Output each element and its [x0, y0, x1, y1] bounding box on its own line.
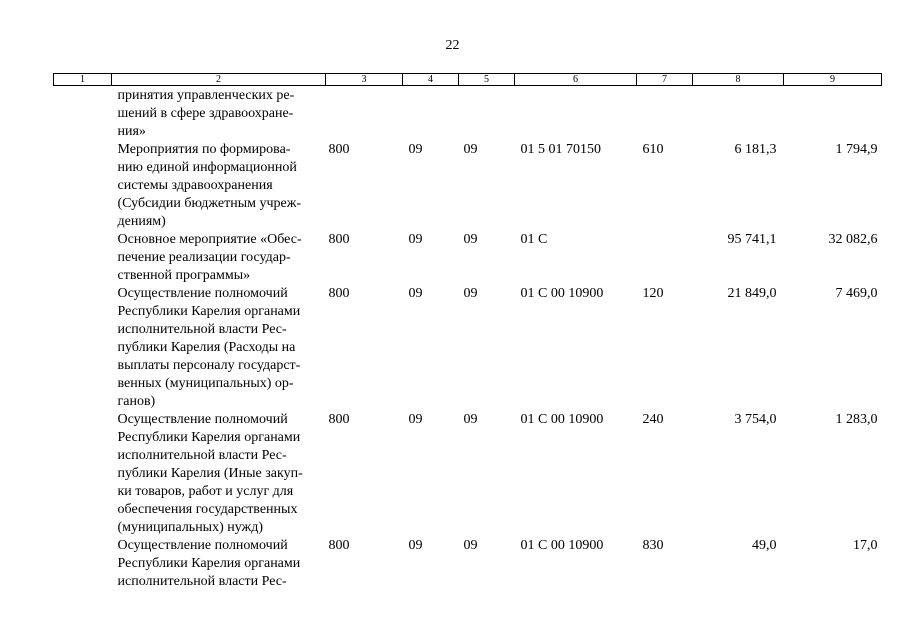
- column-number-header-row: [54, 74, 882, 86]
- subsection-code-cell: [459, 86, 515, 142]
- item-name-cell: Осуществление полномочий Республики Карелия органами исполнительной власти Рес-: [117, 538, 301, 589]
- expense-type-cell: [637, 86, 693, 142]
- expense-type-cell: 610: [642, 142, 664, 157]
- ministry-code-cell: 800: [328, 232, 350, 247]
- column-header: 2: [112, 74, 326, 86]
- section-code-cell: 09: [408, 412, 423, 427]
- table-row: [54, 537, 882, 591]
- item-name-cell: Осуществление полномочий Республики Карелия органами исполнительной власти Рес- публики Карелия (Расходы на выплаты персоналу государст- венных (муниципальных) ор- ганов): [117, 286, 301, 409]
- ministry-code-cell: 800: [328, 286, 350, 301]
- table-row: [54, 411, 882, 537]
- row-index-cell: [54, 285, 112, 411]
- column-header: 7: [637, 74, 693, 86]
- row-index-cell: [54, 411, 112, 537]
- amount-cell: 32 082,6: [828, 232, 878, 247]
- section-code-cell: 09: [408, 142, 423, 157]
- amount-cell: 7 469,0: [835, 286, 878, 301]
- item-name-cell: принятия управленческих ре- шений в сфере здравоохране- ния»: [117, 88, 295, 139]
- target-article-cell: 01 С 00 10900: [520, 286, 604, 301]
- subsection-code-cell: 09: [463, 412, 478, 427]
- column-header: 8: [693, 74, 784, 86]
- row-index-cell: [54, 537, 112, 591]
- ministry-code-cell: 800: [328, 142, 350, 157]
- column-header: 9: [784, 74, 882, 86]
- ministry-code-cell: [326, 86, 403, 142]
- target-article-cell: 01 С: [520, 232, 548, 247]
- amount-cell: 21 849,0: [727, 286, 777, 301]
- amount-cell: 1 794,9: [835, 142, 878, 157]
- target-article-cell: [515, 86, 637, 142]
- column-header: 5: [459, 74, 515, 86]
- column-header: 1: [54, 74, 112, 86]
- column-header: 6: [515, 74, 637, 86]
- section-code-cell: 09: [408, 538, 423, 553]
- amount-cell: 95 741,1: [727, 232, 777, 247]
- subsection-code-cell: 09: [463, 538, 478, 553]
- amount-cell: 3 754,0: [734, 412, 777, 427]
- column-header: 3: [326, 74, 403, 86]
- subsection-code-cell: 09: [463, 286, 478, 301]
- page-number: 22: [445, 38, 460, 53]
- subsection-code-cell: 09: [463, 232, 478, 247]
- row-index-cell: [54, 86, 112, 142]
- amount-cell: 49,0: [752, 538, 777, 553]
- target-article-cell: 01 С 00 10900: [520, 538, 604, 553]
- row-index-cell: [54, 141, 112, 231]
- table-row: [54, 86, 882, 142]
- amount-cell: 6 181,3: [734, 142, 777, 157]
- ministry-code-cell: 800: [328, 412, 350, 427]
- target-article-cell: 01 С 00 10900: [520, 412, 604, 427]
- budget-table: [53, 73, 882, 591]
- expense-type-cell: 120: [642, 286, 664, 301]
- section-code-cell: 09: [408, 286, 423, 301]
- expense-type-cell: 830: [642, 538, 664, 553]
- target-article-cell: 01 5 01 70150: [520, 142, 601, 157]
- expense-type-cell: [637, 231, 693, 285]
- row-index-cell: [54, 231, 112, 285]
- table-row: [54, 141, 882, 231]
- item-name-cell: Основное мероприятие «Обес- печение реализации государ- ственной программы»: [117, 232, 302, 283]
- amount-cell: 1 283,0: [835, 412, 878, 427]
- item-name-cell: Мероприятия по формирова- нию единой информационной системы здравоохранения (Субсидии бюджетным учреж- дениям): [117, 142, 302, 229]
- ministry-code-cell: 800: [328, 538, 350, 553]
- section-code-cell: [403, 86, 459, 142]
- amount-cell: [693, 86, 784, 142]
- table-row: [54, 231, 882, 285]
- table-row: [54, 285, 882, 411]
- amount-cell: 17,0: [853, 538, 878, 553]
- section-code-cell: 09: [408, 232, 423, 247]
- subsection-code-cell: 09: [463, 142, 478, 157]
- item-name-cell: Осуществление полномочий Республики Карелия органами исполнительной власти Рес- публики Карелия (Иные закуп- ки товаров, работ и услуг для обеспечения государственных (муниципальных) нужд): [117, 412, 303, 535]
- column-header: 4: [403, 74, 459, 86]
- amount-cell: [784, 86, 882, 142]
- expense-type-cell: 240: [642, 412, 664, 427]
